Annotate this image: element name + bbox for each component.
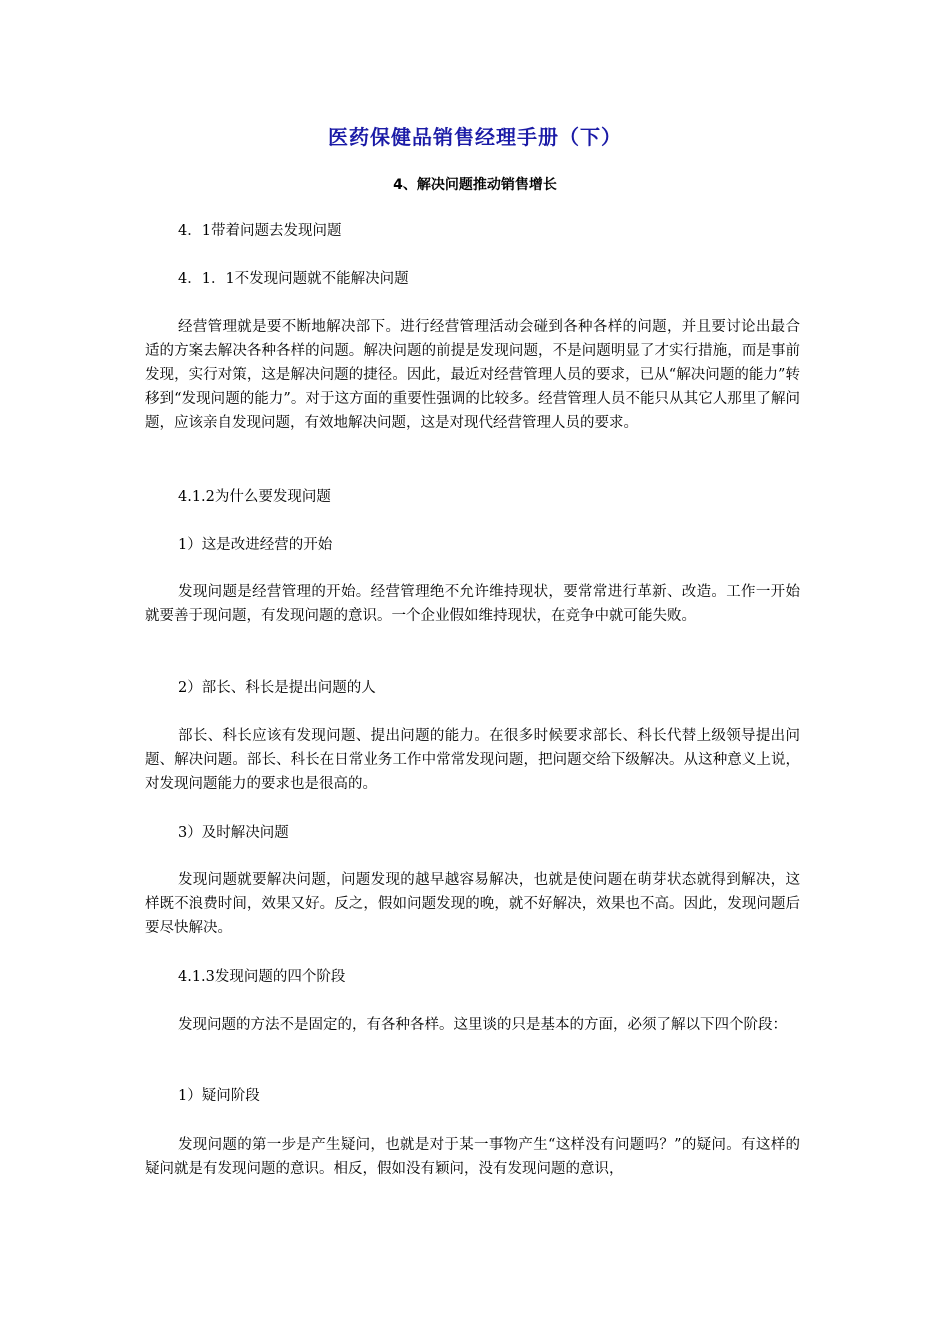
- paragraph: 发现问题的方法不是固定的，有各种各样。这里谈的只是基本的方面，必须了解以下四个阶段：: [178, 1017, 787, 1033]
- heading-4-1-1: 4．1．1不发现问题就不能解决问题: [178, 271, 409, 287]
- paragraph: 发现问题的第一步是产生疑问，也就是对于某一事物产生“这样没有问题吗？”的疑问。有这样的疑问就是有发现问题的意识。相反，假如没有颖问，没有发现问题的意识，: [145, 1137, 800, 1177]
- heading-4-1: 4．1带着问题去发现问题: [178, 223, 342, 239]
- paragraph: 部长、科长应该有发现问题、提出问题的能力。在很多时候要求部长、科长代替上级领导提出问题、解决问题。部长、科长在日常业务工作中常常发现问题，把问题交给下级解决。从这种意义上说，对发现问题能力的要求也是很高的。: [145, 728, 800, 792]
- heading-4-1-2: 4.1.2为什么要发现问题: [178, 489, 331, 505]
- heading-4-1-3: 4.1.3发现问题的四个阶段: [178, 969, 346, 985]
- paragraph: 发现问题是经营管理的开始。经营管理绝不允许维持现状，要常常进行革新、改造。工作一开始就要善于现问题，有发现问题的意识。一个企业假如维持现状，在竞争中就可能失败。: [145, 584, 800, 624]
- section-title: 4、解决问题推动销售增长: [393, 177, 557, 193]
- subheading-1: 1）这是改进经营的开始: [178, 537, 333, 553]
- subheading-2: 2）部长、科长是提出问题的人: [178, 680, 376, 696]
- paragraph: 经营管理就是要不断地解决部下。进行经营管理活动会碰到各种各样的问题，并且要讨论出最合适的方案去解决各种各样的问题。解决问题的前提是发现问题，不是问题明显了才实行措施，而是事前发现，实行对策，这是解决问题的捷径。因此，最近对经营管理人员的要求，已从“解决问题的能力”转移到“发现问题的能力”。对于这方面的重要性强调的比较多。经营管理人员不能只从其它人那里了解问题，应该亲自发现问题，有效地解决问题，这是对现代经营管理人员的要求。: [145, 319, 800, 431]
- subheading-3: 3）及时解决问题: [178, 825, 289, 841]
- document-title: 医药保健品销售经理手册（下）: [328, 125, 622, 149]
- paragraph: 发现问题就要解决问题，问题发现的越早越容易解决，也就是使问题在萌芽状态就得到解决，这样既不浪费时间，效果又好。反之，假如问题发现的晚，就不好解决，效果也不高。因此，发现问题后要尽快解决。: [145, 872, 800, 936]
- subheading-stage-1: 1）疑问阶段: [178, 1088, 260, 1104]
